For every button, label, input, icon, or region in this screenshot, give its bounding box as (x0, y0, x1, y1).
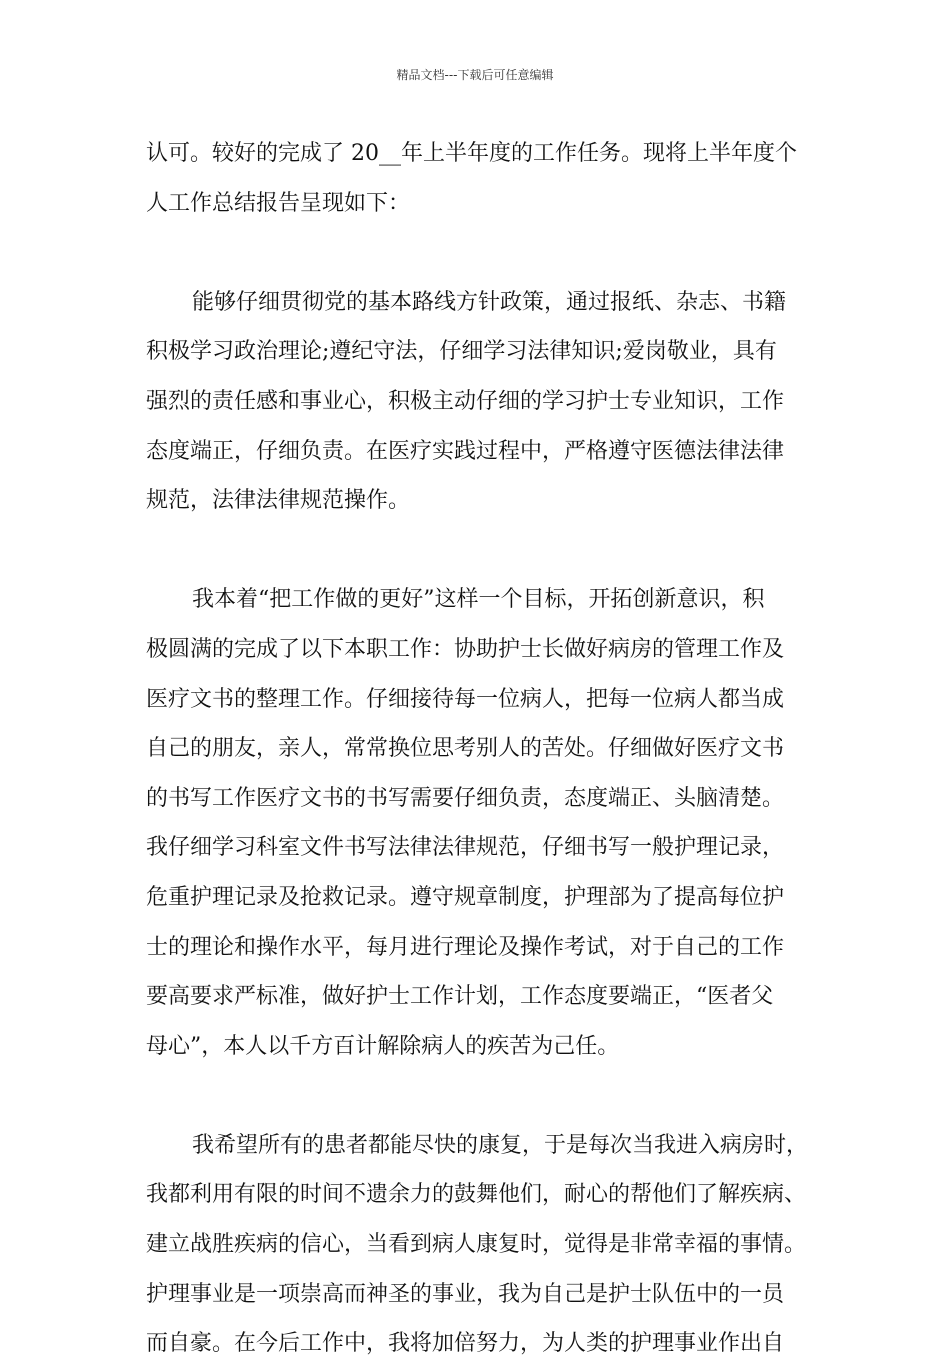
paragraph (146, 129, 816, 228)
text-line: 能够仔细贯彻党的基本路线方针政策，通过报纸、杂志、书籍 (192, 289, 787, 315)
text-line: 我本着“把工作做的更好”这样一个目标，开拓创新意识，积 (192, 587, 765, 613)
paragraph (146, 1121, 816, 1369)
text-line: 我希望所有的患者都能尽快的康复，于是每次当我进入病房时， (192, 1132, 809, 1158)
text-line: 我都利用有限的时间不遗余力的鼓舞他们，耐心的帮他们了解疾病、 (146, 1182, 807, 1208)
text-line: 医疗文书的整理工作。仔细接待每一位病人，把每一位病人都当成 (146, 686, 785, 712)
text-line: 积极学习政治理论;遵纪守法，仔细学习法律知识;爱岗敬业，具有 (146, 339, 777, 365)
document-body (146, 129, 816, 1369)
paragraph (146, 278, 816, 526)
text-line: 态度端正，仔细负责。在医疗实践过程中，严格遵守医德法律法律 (146, 438, 785, 464)
text-line: 要高要求严标准，做好护士工作计划，工作态度要端正，“医者父 (146, 984, 774, 1010)
text-line: 母心”，本人以千方百计解除病人的疾苦为己任。 (146, 1033, 620, 1059)
text-line: 人工作总结报告呈现如下： (146, 190, 411, 216)
text-line: 的书写工作医疗文书的书写需要仔细负责，态度端正、头脑清楚。 (146, 785, 785, 811)
text-line: 极圆满的完成了以下本职工作：协助护士长做好病房的管理工作及 (146, 636, 785, 662)
text-line: 规范，法律法律规范操作。 (146, 488, 411, 514)
text-line: 而自豪。在今后工作中，我将加倍努力，为人类的护理事业作出自 (146, 1331, 785, 1357)
text-line: 自己的朋友，亲人，常常换位思考别人的苦处。仔细做好医疗文书 (146, 736, 785, 762)
text-line: 危重护理记录及抢救记录。遵守规章制度，护理部为了提高每位护 (146, 884, 785, 910)
text-line: 认可。较好的完成了 20__年上半年度的工作任务。现将上半年度个 (146, 141, 797, 166)
page-header: 精品文档---下载后可任意编辑 (396, 68, 554, 82)
paragraph (146, 575, 816, 1071)
text-line: 士的理论和操作水平，每月进行理论及操作考试，对于自己的工作 (146, 934, 785, 960)
text-line: 强烈的责任感和事业心，积极主动仔细的学习护士专业知识，工作 (146, 388, 785, 414)
text-line: 建立战胜疾病的信心，当看到病人康复时，觉得是非常幸福的事情。 (146, 1232, 807, 1258)
text-line: 护理事业是一项崇高而神圣的事业，我为自己是护士队伍中的一员 (146, 1281, 785, 1307)
text-line: 我仔细学习科室文件书写法律法律规范，仔细书写一般护理记录， (146, 835, 785, 861)
